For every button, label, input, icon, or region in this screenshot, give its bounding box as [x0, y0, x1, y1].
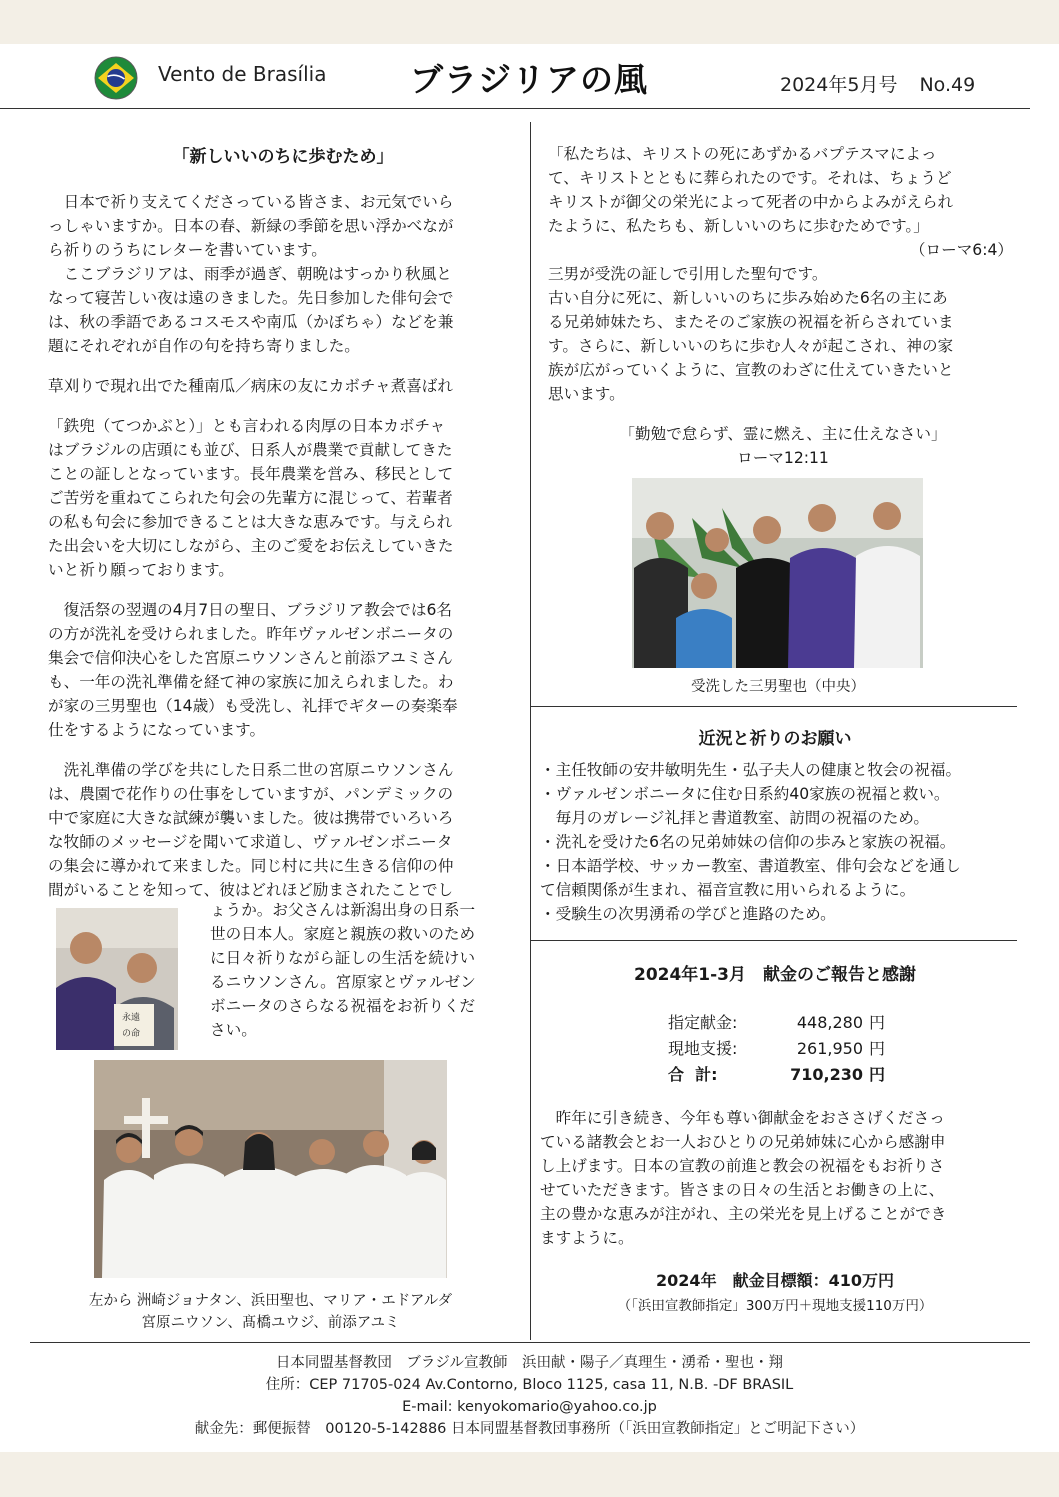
photo-baptism-group: [94, 1060, 447, 1278]
haiku-line: 草刈りで現れ出でた種南瓜／病床の友にカボチャ煮喜ばれ: [48, 377, 453, 395]
verse-quote: 「勤勉で怠らず、霊に燃え、主に仕えなさい」: [619, 425, 947, 443]
offering-row-total: [668, 1062, 928, 1088]
offering-table: [668, 1010, 928, 1088]
footer-email[interactable]: E-mail: kenyokomario@yahoo.co.jp: [402, 1399, 657, 1415]
header-divider: [0, 108, 1030, 109]
top-band: [0, 0, 1059, 44]
verse-reference: ローマ12:11: [737, 449, 829, 467]
offering-unit: 円: [869, 1013, 886, 1032]
column-divider: [530, 122, 531, 1340]
footer: [0, 1352, 1059, 1440]
issue-info: [780, 70, 975, 97]
family-photo-caption: 受洗した三男聖也（中央）: [691, 679, 865, 695]
issue-number: No.49: [919, 74, 976, 96]
offering-value: 710,230: [790, 1065, 863, 1084]
offering-value: 261,950: [796, 1039, 863, 1058]
paragraph-nilson-cont: [210, 898, 520, 1042]
prayer-heading: 近況と祈りのお願い: [698, 729, 852, 749]
scripture-reference: （ローマ6:4）: [909, 241, 1013, 259]
article-left: [48, 190, 523, 902]
issue-date: 2024年5月号: [780, 74, 898, 96]
paragraph-nilson-wrap: ょうか。お父さんは新潟出身の日系一 世の日本人。家庭と親族の救いのため に日々祈りながら証しの生活を続けい るニウソンさん。宮原家とヴァルゼン ボニータのさらなる祝福をお祈りくだ さい。: [210, 901, 476, 1039]
section-divider-2: [531, 940, 1017, 941]
thanks-text: 昨年に引き続き、今年も尊い御献金をおささげくださっ ている諸教会とお一人おひとりの兄弟姉妹に心から感謝申 し上げます。日本の宣教の前進と教会の祝福をもお祈りさ せていただきます。皆さまの日々の生活とお働きの上に、 主の豊かな恵みが注がれ、主の栄光を見上げることができ ますように。: [540, 1109, 947, 1247]
prayer-item: ・ヴァルゼンボニータに住む日系約40家族の祝福と救い。 毎月のガレージ礼拝と書道教室、訪問の祝福のため。: [540, 785, 950, 827]
newsletter-subtitle: Vento de Brasília: [158, 62, 327, 86]
paragraph-baptism: 復活祭の翌週の4月7日の聖日、ブラジリア教会では6名 の方が洗礼を受けられました。昨年ヴァルゼンボニータの 集会で信仰決心をした宮原ニウソンさんと前添アユミさん も、一年の洗礼準備を経て神の家族に加えられました。わ が家の三男聖也（14歳）も受洗し、礼拝でギターの奏楽奉 仕をするようになっています。: [48, 601, 458, 739]
prayer-item: ・日本語学校、サッカー教室、書道教室、俳句会などを通し て信頼関係が生まれ、福音宣教に用いられるように。: [540, 857, 961, 899]
scripture-block: [548, 142, 1023, 406]
offering-unit: 円: [869, 1039, 886, 1058]
offering-target-note: （「浜田宣教師指定」300万円＋現地支援110万円）: [617, 1298, 933, 1314]
footer-missionary: 日本同盟基督教団 ブラジル宣教師 浜田献・陽子／真理生・湧希・聖也・翔: [275, 1355, 784, 1371]
article-heading: 「新しいいのちに歩むため」: [172, 147, 394, 167]
section-divider-1: [531, 706, 1017, 707]
scripture-quote: 「私たちは、キリストの死にあずかるバプテスマによっ て、キリストとともに葬られたのです。それは、ちょうど キリストが御父の栄光によって死者の中からよみがえられ たように、私たちも、新しいいのちに歩むためです。」: [548, 145, 954, 235]
prayer-item: ・洗礼を受けた6名の兄弟姉妹の信仰の歩みと家族の祝福。: [540, 833, 956, 851]
paragraph-pumpkin: 「鉄兜（てつかぶと）」とも言われる肉厚の日本カボチャ はブラジルの店頭にも並び、日系人が農業で貢献してきた ことの証しとなっています。長年農業を営み、移民として ご苦労を重ねてこられた句会の先輩方に混じって、若輩者 の私も句会に参加できることは大きな恵みです。与えられ た出会いを大切にしながら、主のご愛をお伝えしていきた いと祈り願っております。: [48, 417, 454, 579]
caption-line-2: 宮原ニウソン、髙橋ユウジ、前添アユミ: [141, 1315, 400, 1331]
baptism-photo-caption: [48, 1290, 493, 1334]
svg-text:永遠: 永遠: [122, 1013, 141, 1023]
bottom-band: [0, 1452, 1059, 1497]
offering-label: 指定献金:: [668, 1013, 738, 1032]
photo-two-men: [56, 908, 178, 1050]
paragraph-intro: 日本で祈り支えてくださっている皆さま、お元気でいら っしゃいますか。日本の春、新緑の季節を思い浮かべなが ら祈りのうちにレターを書いています。 ここブラジリアは、雨季が過ぎ、朝晩はすっかり秋風と なって寝苦しい夜は遠のきました。先日参加した俳句会で は、秋の季語であるコスモスや南瓜（かぼちゃ）などを兼 題にそれぞれが自作の句を持ち寄りました。: [48, 193, 454, 355]
caption-line-1: 左から 洲崎ジョナタン、浜田聖也、マリア・エドアルダ: [88, 1293, 453, 1309]
verse-block: [548, 422, 1018, 470]
photo-family: [632, 478, 923, 668]
newsletter-title: ブラジリアの風: [410, 60, 648, 99]
offering-target: 2024年 献金目標額：410万円: [656, 1271, 894, 1290]
footer-address: 住所：CEP 71705-024 Av.Contorno, Bloco 1125, casa 11, N.B. -DF BRASIL: [265, 1377, 794, 1393]
offering-label: 現地支援:: [668, 1039, 738, 1058]
prayer-list: [540, 758, 1030, 926]
offering-row-designated: [668, 1010, 928, 1036]
offering-row-local: [668, 1036, 928, 1062]
footer-donation: 献金先：郵便振替 00120-5-142886 日本同盟基督教団事務所（「浜田宣教師指定」とご明記下さい）: [194, 1421, 865, 1437]
offering-unit: 円: [869, 1065, 886, 1084]
svg-text:の命: の命: [122, 1029, 141, 1039]
offering-heading: 2024年1-3月 献金のご報告と感謝: [633, 965, 917, 985]
thanks-paragraph: [540, 1106, 1020, 1250]
paragraph-testimony: 三男が受洗の証しで引用した聖句です。 古い自分に死に、新しいいのちに歩み始めた6名の主にあ る兄弟姉妹たち、またそのご家族の祝福を祈らされていま す。さらに、新しいいのちに歩む人々が起こされ、神の家 族が広がっていくように、宣教のわざに仕えていきたいと 思います。: [548, 265, 954, 403]
offering-label: 合 計:: [668, 1065, 718, 1084]
offering-value: 448,280: [796, 1013, 863, 1032]
footer-divider: [30, 1342, 1030, 1343]
prayer-item: ・主任牧師の安井敏明先生・弘子夫人の健康と牧会の祝福。: [540, 761, 962, 779]
brazil-flag-icon: [94, 56, 138, 100]
paragraph-nilson: 洗礼準備の学びを共にした日系二世の宮原ニウソンさん は、農園で花作りの仕事をしていますが、パンデミックの 中で家庭に大きな試練が襲いました。彼は携帯でいろいろ な牧師のメッセージを聞いて求道し、ヴァルゼンボニータ の集会に導かれて来ました。同じ村に共に生きる信仰の仲 間がいることを知って、彼はどれほど励まされたことでし: [48, 761, 454, 899]
prayer-item: ・受験生の次男湧希の学びと進路のため。: [540, 905, 836, 923]
